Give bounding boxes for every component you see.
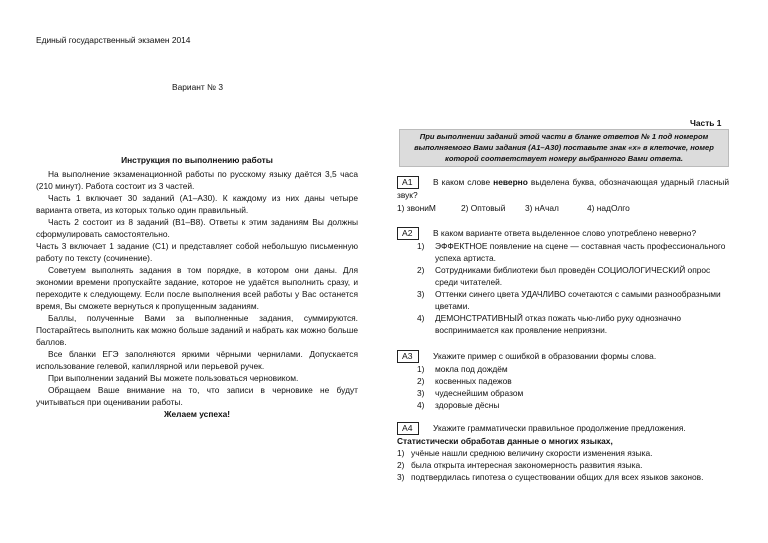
- option-text: косвенных падежов: [435, 376, 512, 386]
- variant-label: Вариант № 3: [172, 82, 223, 92]
- instructions-block: [36, 154, 358, 420]
- option-number: 1): [397, 448, 405, 458]
- option-text: учёные нашли среднюю величину скорости изменения языка.: [411, 448, 653, 458]
- answer-option: 4) надОлго: [587, 203, 630, 213]
- task-number: А2: [397, 227, 419, 240]
- option-text: ДЕМОНСТРАТИВНЫЙ отказ пожать чью-либо руку однозначно воспринимается как проявление неприязни.: [435, 313, 682, 335]
- option-text: здоровые дёсны: [435, 400, 500, 410]
- task-question: Укажите пример с ошибкой в образовании формы слова.: [433, 351, 657, 361]
- option-number: 4): [417, 400, 425, 410]
- task-question: В каком слове: [433, 177, 494, 187]
- task-a4: [397, 422, 729, 483]
- task-a1: [397, 176, 729, 214]
- options-list: [397, 447, 729, 483]
- task-number: А3: [397, 350, 419, 363]
- option-number: 1): [417, 241, 425, 251]
- list-item: [417, 264, 729, 288]
- task-question-emphasis: неверно: [493, 177, 528, 187]
- list-item: [417, 363, 729, 375]
- instructions-title: Инструкция по выполнению работы: [121, 155, 273, 165]
- instructions-paragraph: Часть 2 состоит из 8 заданий (В1–В8). Ответы к этим заданиям Вы должны сформулировать самостоятельно.: [36, 217, 358, 239]
- part-title: Часть 1: [690, 118, 722, 128]
- option-number: 4): [417, 313, 425, 323]
- list-item: [417, 387, 729, 399]
- option-text: подтвердилась гипотеза о существовании общих для всех языков законов.: [411, 472, 704, 482]
- task-number: А4: [397, 422, 419, 435]
- answer-option: 2) Оптовый: [461, 203, 506, 213]
- instructions-paragraph: На выполнение экзаменационной работы по русскому языку даётся 3,5 часа (210 минут). Работа состоит из 3 частей.: [36, 169, 358, 191]
- list-item: [417, 312, 729, 336]
- option-number: 3): [417, 388, 425, 398]
- list-item: [417, 288, 729, 312]
- option-number: 1): [417, 364, 425, 374]
- task-lead-sentence: Статистически обработав данные о многих языках,: [397, 436, 613, 446]
- part-instructions-box: При выполнении заданий этой части в бланке ответов № 1 под номером выполняемого Вами задания (А1–А30) поставьте знак «х» в клеточке, номер которой соответствует номеру выбранного Вами ответа.: [399, 129, 729, 167]
- option-number: 2): [417, 265, 425, 275]
- instructions-paragraph: Баллы, полученные Вами за выполненные задания, суммируются. Постарайтесь выполнить как можно больше заданий и набрать как можно больше баллов.: [36, 313, 359, 347]
- option-text: Сотрудниками библиотеки был проведён СОЦИОЛОГИЧЕСКИЙ опрос среди читателей.: [435, 265, 711, 287]
- instructions-paragraph: Все бланки ЕГЭ заполняются яркими чёрными чернилами. Допускается использование гелевой, капиллярной или перьевой ручек.: [36, 349, 358, 371]
- task-number: А1: [397, 176, 419, 189]
- task-question: выделена буква, обозначающая ударный гласный звук?: [397, 177, 729, 200]
- list-item: [417, 240, 729, 264]
- instructions-paragraph: При выполнении заданий Вы можете пользоваться черновиком.: [48, 373, 299, 383]
- options-list: [417, 363, 729, 411]
- instructions-wish: Желаем успеха!: [163, 409, 231, 419]
- list-item: [397, 471, 729, 483]
- task-question: Укажите грамматически правильное продолжение предложения.: [433, 423, 686, 433]
- instructions-paragraph: Советуем выполнять задания в том порядке, в котором они даны. Для экономии времени пропускайте задание, которое не удаётся выполнить сразу, и переходите к следующему. Если после выполнения всей работы у Вас останется время, Вы сможете вернуться к пропущенным заданиям.: [36, 265, 358, 311]
- option-text: была открыта интересная закономерность развития языка.: [411, 460, 643, 470]
- option-text: мокла под дождём: [435, 364, 508, 374]
- answer-option: 1) звониМ: [397, 203, 436, 213]
- instructions-paragraph: Часть 3 включает 1 задание (С1) и представляет собой небольшую письменную работу по тексту (сочинение).: [36, 241, 358, 263]
- option-number: 2): [417, 376, 425, 386]
- exam-title: Единый государственный экзамен 2014: [36, 35, 191, 45]
- task-a3: [397, 350, 729, 411]
- task-a2: [397, 227, 729, 336]
- list-item: [397, 447, 729, 459]
- instructions-paragraph: Часть 1 включает 30 заданий (А1–А30). К каждому из них даны четыре варианта ответа, из которых только один правильный.: [36, 193, 358, 215]
- list-item: [417, 399, 729, 411]
- option-text: ЭФФЕКТНОЕ появление на сцене — составная часть профессионального успеха артиста.: [435, 241, 726, 263]
- instructions-paragraph: Обращаем Ваше внимание на то, что записи в черновике не будут учитываться при оценивании работы.: [36, 385, 358, 407]
- option-number: 2): [397, 460, 405, 470]
- list-item: [397, 459, 729, 471]
- answer-option: 3) нАчал: [525, 203, 559, 213]
- list-item: [417, 375, 729, 387]
- option-number: 3): [417, 289, 425, 299]
- option-text: Оттенки синего цвета УДАЧЛИВО сочетаются с самыми разнообразными цветами.: [435, 289, 721, 311]
- task-question: В каком варианте ответа выделенное слово употреблено неверно?: [433, 228, 697, 238]
- option-number: 3): [397, 472, 405, 482]
- options-list: [417, 240, 729, 336]
- option-text: чудеснейшим образом: [435, 388, 524, 398]
